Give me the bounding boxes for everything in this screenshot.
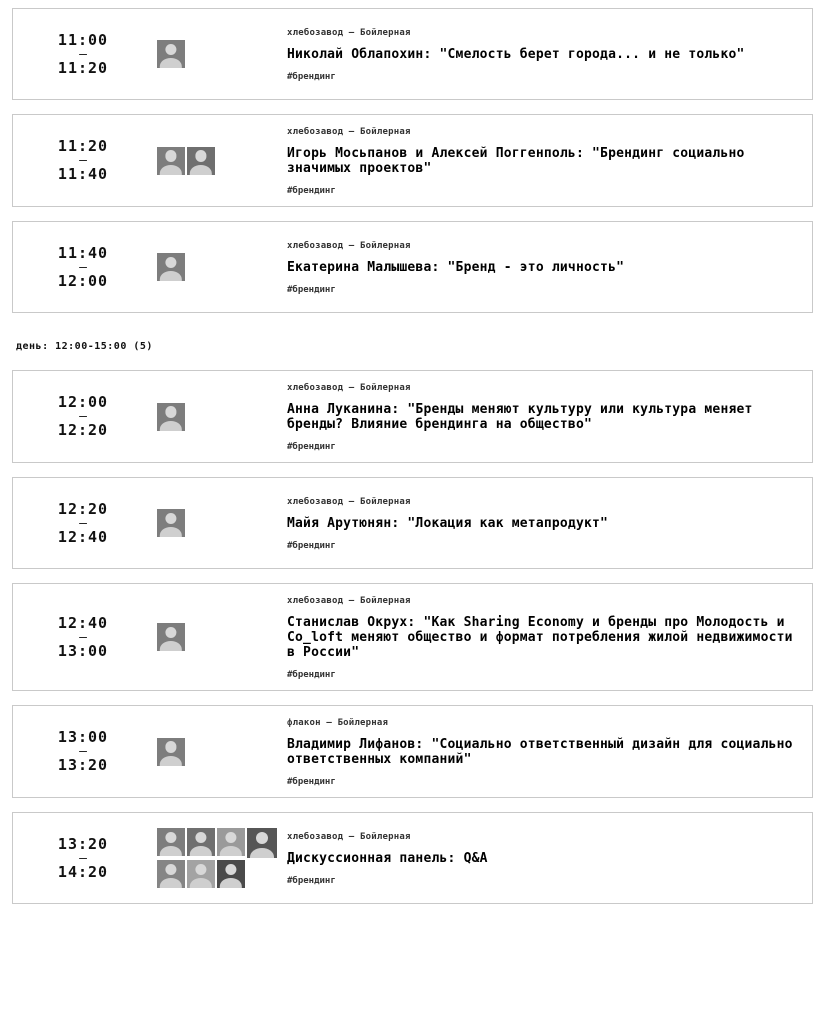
avatar-grid xyxy=(157,509,277,537)
event-time xyxy=(13,222,153,312)
avatar[interactable] xyxy=(247,828,277,858)
event-card[interactable] xyxy=(12,114,813,207)
avatar[interactable] xyxy=(157,828,185,856)
event-start-time: 11:00 xyxy=(57,30,109,49)
event-start-time: 12:20 xyxy=(57,499,109,518)
event-venue: хлебозавод — Бойлерная xyxy=(287,241,411,251)
avatar[interactable] xyxy=(157,860,185,888)
speaker-avatars xyxy=(153,371,287,462)
avatar-grid xyxy=(157,738,277,766)
avatar[interactable] xyxy=(217,860,245,888)
event-end-time: 13:20 xyxy=(57,756,109,774)
avatar-grid xyxy=(157,403,277,431)
event-info xyxy=(287,115,812,206)
event-time xyxy=(13,9,153,99)
avatar[interactable] xyxy=(157,147,185,175)
event-tag[interactable]: #брендинг xyxy=(287,777,336,787)
event-tag[interactable]: #брендинг xyxy=(287,670,336,680)
event-start-time: 12:40 xyxy=(57,613,109,632)
time-separator-dash: – xyxy=(79,850,87,866)
time-separator-dash: – xyxy=(79,629,87,645)
event-tag[interactable]: #брендинг xyxy=(287,186,336,196)
event-list-bottom xyxy=(12,370,813,904)
event-info xyxy=(287,371,812,462)
speaker-avatars xyxy=(153,813,287,903)
speaker-avatars xyxy=(153,115,287,206)
event-card[interactable] xyxy=(12,583,813,691)
event-info xyxy=(287,478,812,568)
event-venue: хлебозавод — Бойлерная xyxy=(287,596,411,606)
event-start-time: 13:00 xyxy=(57,728,109,746)
event-tag[interactable]: #брендинг xyxy=(287,541,336,551)
event-info xyxy=(287,584,812,690)
avatar-grid xyxy=(157,828,277,888)
event-title[interactable]: Анна Луканина: "Бренды меняют культуру или культура меняет бренды? Влияние брендинга на общество" xyxy=(287,402,753,432)
event-card[interactable] xyxy=(12,221,813,313)
event-time xyxy=(13,371,153,462)
event-title[interactable]: Дискуссионная панель: Q&A xyxy=(287,851,488,866)
event-start-time: 13:20 xyxy=(57,834,109,853)
event-title[interactable]: Владимир Лифанов: "Социально ответственный дизайн для социально ответственных компаний" xyxy=(287,737,793,767)
avatar[interactable] xyxy=(157,623,185,651)
event-time xyxy=(13,584,153,690)
avatar[interactable] xyxy=(187,860,215,888)
event-card[interactable] xyxy=(12,705,813,798)
avatar-grid xyxy=(157,147,277,175)
event-end-time: 12:40 xyxy=(57,527,109,546)
event-title[interactable]: Майя Арутюнян: "Локация как метапродукт" xyxy=(287,516,609,531)
event-title[interactable]: Екатерина Малышева: "Бренд - это личность" xyxy=(287,260,625,275)
time-separator-dash: – xyxy=(79,409,87,424)
speaker-avatars xyxy=(153,706,287,797)
event-end-time: 11:20 xyxy=(57,58,109,77)
speaker-avatars xyxy=(153,222,287,312)
event-venue: хлебозавод — Бойлерная xyxy=(287,28,411,38)
event-end-time: 12:20 xyxy=(57,421,109,439)
avatar-grid xyxy=(157,253,277,281)
avatar[interactable] xyxy=(157,40,185,68)
day-separator-label: день: 12:00-15:00 (5) xyxy=(16,341,153,352)
event-venue: хлебозавод — Бойлерная xyxy=(287,832,411,842)
event-venue: хлебозавод — Бойлерная xyxy=(287,497,411,507)
event-tag[interactable]: #брендинг xyxy=(287,72,336,82)
event-title[interactable]: Станислав Окрух: "Как Sharing Economy и бренды про Молодость и Co_loft меняют общество и формат потребления жилой недвижимости в России" xyxy=(287,615,793,660)
event-info xyxy=(287,706,812,797)
speaker-avatars xyxy=(153,9,287,99)
speaker-avatars xyxy=(153,584,287,690)
event-venue: хлебозавод — Бойлерная xyxy=(287,127,411,137)
event-end-time: 11:40 xyxy=(57,165,109,183)
event-end-time: 12:00 xyxy=(57,271,109,290)
event-tag[interactable]: #брендинг xyxy=(287,285,336,295)
event-card[interactable] xyxy=(12,812,813,904)
event-list-top xyxy=(12,8,813,313)
event-card[interactable] xyxy=(12,8,813,100)
speaker-avatars xyxy=(153,478,287,568)
avatar-grid xyxy=(157,40,277,68)
avatar[interactable] xyxy=(187,828,215,856)
avatar-grid xyxy=(157,623,277,651)
event-card[interactable] xyxy=(12,477,813,569)
event-time xyxy=(13,478,153,568)
time-separator-dash: – xyxy=(79,744,87,759)
event-tag[interactable]: #брендинг xyxy=(287,876,336,886)
time-separator-dash: – xyxy=(79,153,87,168)
event-time xyxy=(13,115,153,206)
event-time xyxy=(13,706,153,797)
event-start-time: 12:00 xyxy=(57,393,109,411)
avatar[interactable] xyxy=(157,403,185,431)
event-title[interactable]: Игорь Мосьпанов и Алексей Поггенполь: "Брендинг социально значимых проектов" xyxy=(287,146,745,176)
avatar[interactable] xyxy=(217,828,245,856)
time-separator-dash: – xyxy=(79,259,87,275)
avatar[interactable] xyxy=(157,253,185,281)
event-venue: флакон — Бойлерная xyxy=(287,718,389,728)
event-start-time: 11:20 xyxy=(57,137,109,155)
event-venue: хлебозавод — Бойлерная xyxy=(287,383,411,393)
time-separator-dash: – xyxy=(79,515,87,531)
time-separator-dash: – xyxy=(79,46,87,62)
event-info xyxy=(287,9,812,99)
event-title[interactable]: Николай Облапохин: "Смелость берет города... и не только" xyxy=(287,47,745,62)
event-end-time: 13:00 xyxy=(57,641,109,660)
event-info xyxy=(287,222,812,312)
event-info xyxy=(287,813,812,903)
event-time xyxy=(13,813,153,903)
event-start-time: 11:40 xyxy=(57,243,109,262)
avatar[interactable] xyxy=(157,509,185,537)
event-end-time: 14:20 xyxy=(57,862,109,881)
avatar[interactable] xyxy=(157,738,185,766)
avatar[interactable] xyxy=(187,147,215,175)
event-tag[interactable]: #брендинг xyxy=(287,442,336,452)
event-card[interactable] xyxy=(12,370,813,463)
